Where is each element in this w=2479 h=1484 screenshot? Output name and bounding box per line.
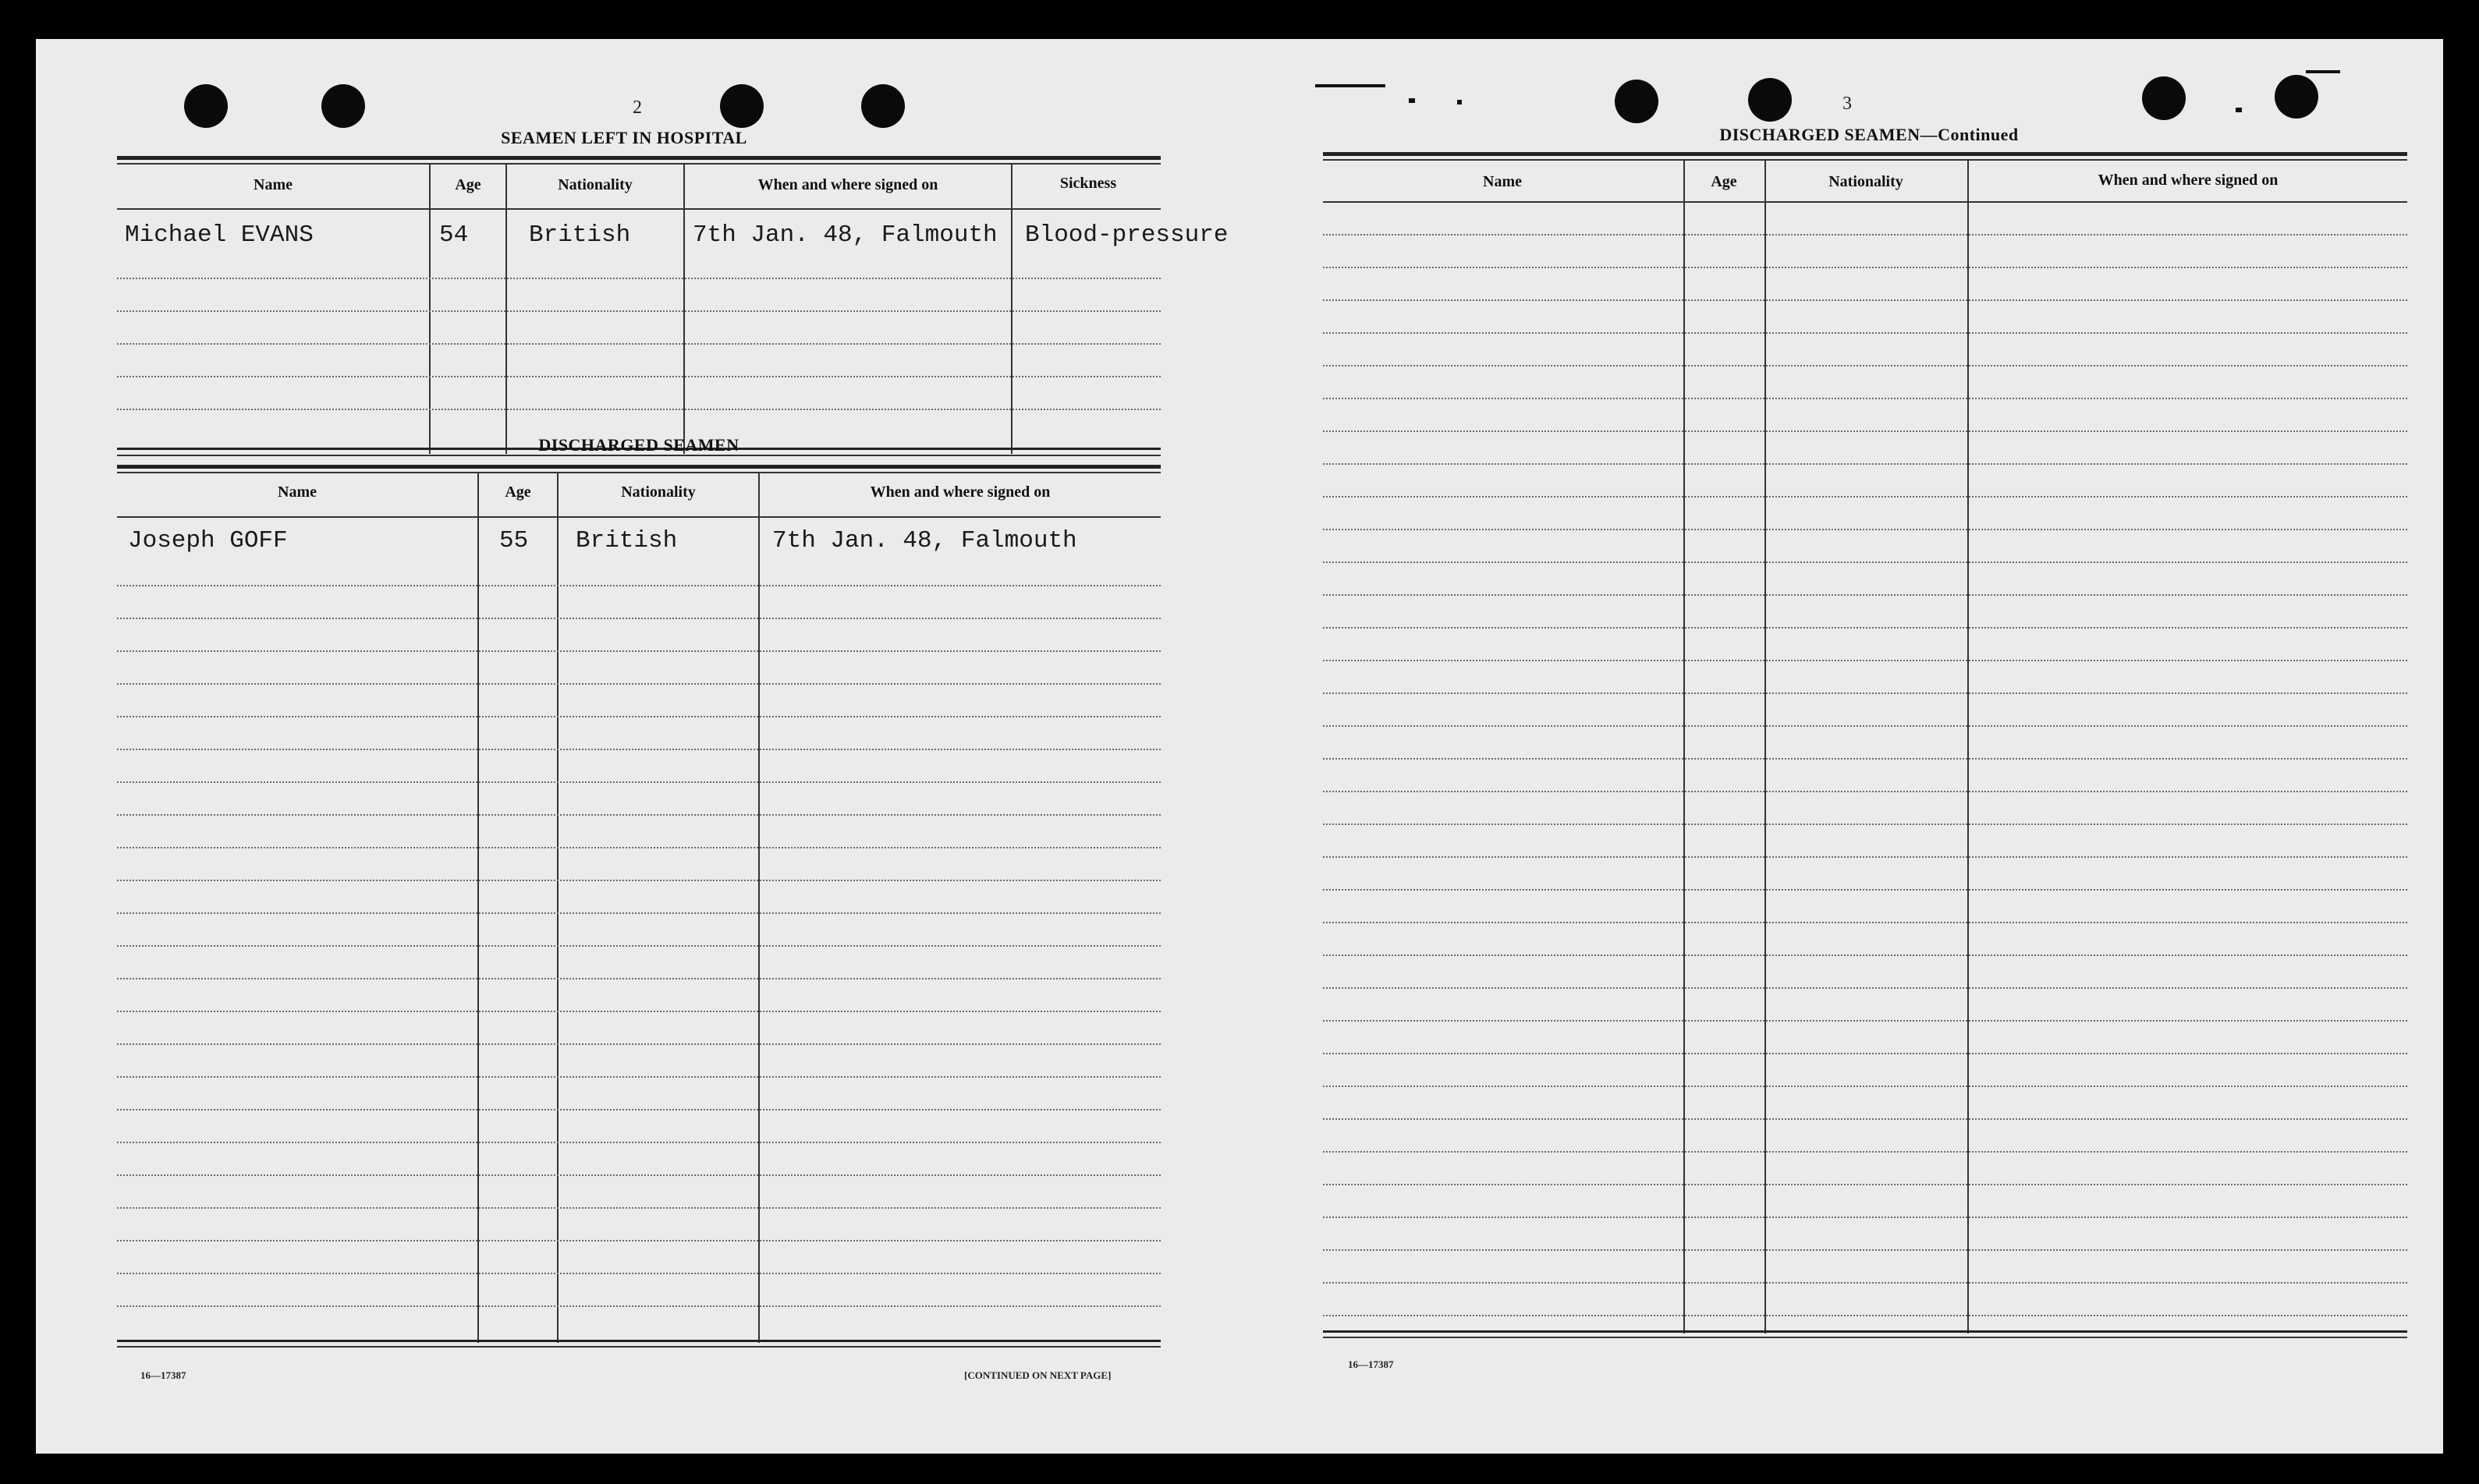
ruled-line	[1323, 398, 2407, 399]
column-header-nationality: Nationality	[1828, 173, 1903, 190]
ruled-line	[1323, 1217, 2407, 1218]
ruled-line	[1323, 1020, 2407, 1022]
ruled-line	[117, 1142, 1161, 1143]
column-header-name: Name	[278, 483, 317, 501]
ruled-line	[1323, 660, 2407, 661]
ruled-line	[1323, 1151, 2407, 1153]
ruled-line	[117, 1076, 1161, 1078]
ruled-line	[117, 880, 1161, 881]
ruled-line	[1323, 725, 2407, 727]
ruled-line	[1323, 529, 2407, 530]
ruled-line	[117, 1109, 1161, 1110]
ruled-line	[1323, 1118, 2407, 1120]
column-header-name: Name	[1483, 173, 1522, 190]
ruled-line	[117, 781, 1161, 783]
ruled-line	[117, 1207, 1161, 1209]
ruled-line	[1323, 955, 2407, 956]
ruled-line	[1323, 1315, 2407, 1316]
ruled-line	[1323, 987, 2407, 989]
ruled-line	[1323, 791, 2407, 792]
continued-note: [CONTINUED ON NEXT PAGE]	[964, 1369, 1112, 1381]
ruled-line	[117, 683, 1161, 685]
ruled-line	[1323, 561, 2407, 563]
column-header-nationality: Nationality	[621, 483, 696, 501]
ruled-line	[117, 650, 1161, 652]
ruled-line	[1323, 430, 2407, 432]
ruled-line	[1323, 299, 2407, 301]
punch-hole	[2275, 75, 2318, 119]
discharged-age-cell: 55	[499, 527, 529, 554]
ruled-line	[117, 618, 1161, 619]
ruled-line	[117, 978, 1161, 979]
ruled-line	[117, 847, 1161, 848]
ruled-line	[1323, 234, 2407, 236]
column-header-nationality: Nationality	[558, 176, 633, 193]
ruled-line	[1323, 1282, 2407, 1284]
ruled-line	[117, 912, 1161, 914]
ruled-line	[1323, 1184, 2407, 1185]
ruled-line	[1323, 594, 2407, 596]
hospital-signed-on-cell: 7th Jan. 48, Falmouth	[693, 221, 998, 249]
hospital-sickness-cell: Blood-pressure	[1025, 221, 1229, 249]
column-header-signed-on: When and where signed on	[870, 483, 1051, 501]
column-header-signed-on: When and where signed on	[757, 176, 938, 193]
ruled-line	[1323, 758, 2407, 760]
ruled-line	[117, 716, 1161, 717]
ruled-line	[117, 814, 1161, 816]
ruled-line	[117, 585, 1161, 586]
ruled-line	[1323, 496, 2407, 498]
column-header-age: Age	[455, 176, 481, 193]
column-header-age: Age	[505, 483, 531, 501]
page-number: 2	[633, 97, 642, 118]
punch-hole	[1748, 78, 1792, 122]
hospital-name-cell: Michael EVANS	[125, 221, 314, 249]
column-header-sickness: Sickness	[1059, 175, 1117, 192]
ruled-line	[1323, 922, 2407, 923]
column-header-age: Age	[1711, 173, 1737, 190]
ruled-line	[1323, 823, 2407, 825]
discharged-signed-on-cell: 7th Jan. 48, Falmouth	[772, 527, 1077, 554]
ruled-line	[117, 1240, 1161, 1241]
punch-hole	[2142, 76, 2186, 120]
ruled-line	[117, 1174, 1161, 1176]
punch-hole	[184, 84, 228, 128]
document-sheet	[36, 39, 2443, 1454]
ruled-line	[1323, 856, 2407, 858]
ruled-line	[1323, 332, 2407, 334]
punch-hole	[1615, 80, 1658, 123]
column-header-signed-on: When and where signed on	[2098, 172, 2279, 189]
discharged-name-cell: Joseph GOFF	[128, 527, 288, 554]
ruled-line	[117, 1043, 1161, 1045]
ruled-line	[1323, 692, 2407, 694]
form-number: 16—17387	[140, 1369, 186, 1381]
ruled-line	[117, 945, 1161, 947]
ruled-line	[1323, 889, 2407, 891]
ruled-line	[117, 1305, 1161, 1307]
punch-hole	[321, 84, 365, 128]
page-number: 3	[1842, 94, 1852, 114]
form-number: 16—17387	[1348, 1358, 1394, 1370]
ruled-line	[1323, 267, 2407, 268]
ruled-line	[117, 1011, 1161, 1012]
section-title: SEAMEN LEFT IN HOSPITAL	[501, 128, 747, 147]
discharged-nationality-cell: British	[576, 527, 678, 554]
ruled-line	[1323, 365, 2407, 367]
hospital-nationality-cell: British	[529, 221, 631, 249]
hospital-age-cell: 54	[439, 221, 469, 249]
ruled-line	[117, 1273, 1161, 1274]
punch-hole	[861, 84, 905, 128]
ruled-line	[1323, 463, 2407, 465]
punch-hole	[720, 84, 764, 128]
section-title: DISCHARGED SEAMEN	[538, 435, 739, 455]
ruled-line	[117, 749, 1161, 750]
column-header-name: Name	[254, 176, 293, 193]
ruled-line	[1323, 1249, 2407, 1251]
ruled-line	[1323, 1053, 2407, 1054]
ruled-line	[1323, 1086, 2407, 1087]
section-title: DISCHARGED SEAMEN—Continued	[1719, 125, 2019, 144]
ruled-line	[1323, 627, 2407, 629]
